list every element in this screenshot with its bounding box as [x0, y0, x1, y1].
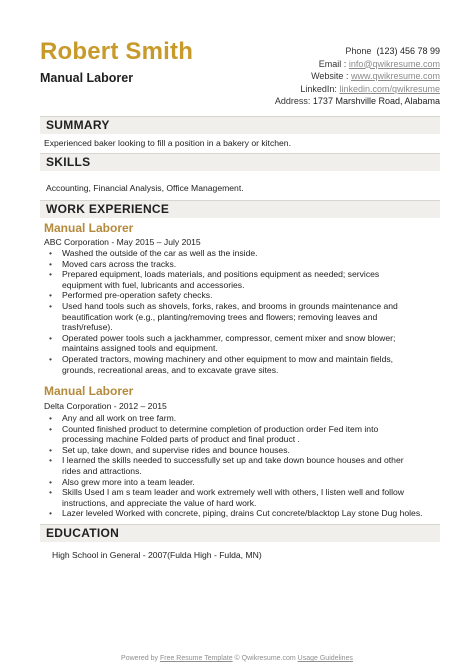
job-bullets	[44, 248, 440, 375]
job-company: ABC Corporation - May 2015 – July 2015	[44, 237, 201, 247]
list-item: • Used hand tools such as shovels, forks, rakes, and brooms in grounds maintenance and beautification work (e.g., planting/removing trees and flowers; removing leaves and trash/refuse).	[49, 300, 398, 333]
free-resume-template-link[interactable]: Free Resume Template	[159, 655, 233, 662]
summary-text: Experienced baker looking to fill a position in a bakery or kitchen.	[44, 138, 291, 148]
page-footer: Powered by Free Resume Template © Qwikresume.com Usage Guidelines	[121, 655, 353, 662]
job-company: Delta Corporation - 2012 – 2015	[44, 401, 167, 411]
email-link[interactable]: info@qwikresume.com	[348, 58, 440, 69]
list-item: • Performed pre-operation safety checks.	[49, 290, 213, 301]
list-item: • Skills Used I am s team leader and work extremely well with others, I listen well and follow instructions, and appreciate the value of hard work.	[49, 487, 404, 508]
job-title: Manual Laborer	[44, 221, 134, 235]
experience-heading: WORK EXPERIENCE	[46, 202, 170, 216]
job-title: Manual Laborer	[44, 384, 134, 398]
skills-text: Accounting, Financial Analysis, Office Management.	[46, 183, 244, 193]
list-item: • Prepared equipment, loads materials, and positions equipment as needed; services equipment with fuel, lubricants and accessories.	[49, 269, 380, 290]
list-item: • I learned the skills needed to successfully set up and take down bounce houses and other rides and attractions.	[49, 455, 404, 476]
linkedin-link[interactable]: linkedin.com/qwikresume	[339, 83, 440, 94]
list-item: • Operated tractors, mowing machinery and other equipment to mow and maintain fields, grounds, recreational areas, and to excavate grave sites.	[49, 353, 394, 375]
list-item: • Moved cars across the tracks.	[49, 258, 177, 269]
contact-address: Address: 1737 Marshville Road, Alabama	[274, 96, 440, 107]
contact-block	[275, 45, 440, 108]
skills-heading: SKILLS	[46, 155, 91, 169]
contact-website: Website : www.qwikresume.com	[311, 71, 440, 82]
summary-heading: SUMMARY	[46, 118, 110, 132]
contact-phone: Phone (123) 456 78 99	[345, 46, 440, 56]
education-heading-bar	[40, 524, 440, 542]
contact-email: Email : info@qwikresume.com	[318, 58, 440, 69]
list-item: • Operated power tools such a jackhammer, compressor, cement mixer and snow blower; maintains assigned tools and equipment.	[49, 332, 396, 354]
experience-heading-bar	[40, 200, 440, 218]
usage-guidelines-link[interactable]: Usage Guidelines	[297, 655, 353, 662]
summary-heading-bar	[40, 116, 440, 134]
candidate-role: Manual Laborer	[40, 71, 134, 85]
candidate-name: Robert Smith	[40, 38, 194, 65]
education-text: High School in General - 2007(Fulda High - Fulda, MN)	[52, 550, 262, 560]
list-item: • Washed the outside of the car as well as the inside.	[49, 248, 258, 258]
list-item: • Any and all work on tree farm.	[49, 413, 177, 423]
education-heading: EDUCATION	[46, 526, 120, 540]
list-item: • Also grew more into a team leader.	[49, 476, 195, 487]
list-item: • Set up, take down, and supervise rides and bounce houses.	[49, 444, 290, 455]
contact-linkedin: LinkedIn: linkedin.com/qwikresume	[300, 83, 440, 94]
job-bullets	[44, 413, 440, 519]
list-item: • Counted finished product to determine completion of production order Fed item into processing machine Folded parts of product and final product .	[49, 423, 379, 445]
list-item: • Lazer leveled Worked with concrete, piping, drains Cut concrete/blacktop Lay stone Dug holes.	[49, 508, 423, 519]
website-link[interactable]: www.qwikresume.com	[350, 71, 440, 82]
skills-heading-bar	[40, 153, 440, 171]
